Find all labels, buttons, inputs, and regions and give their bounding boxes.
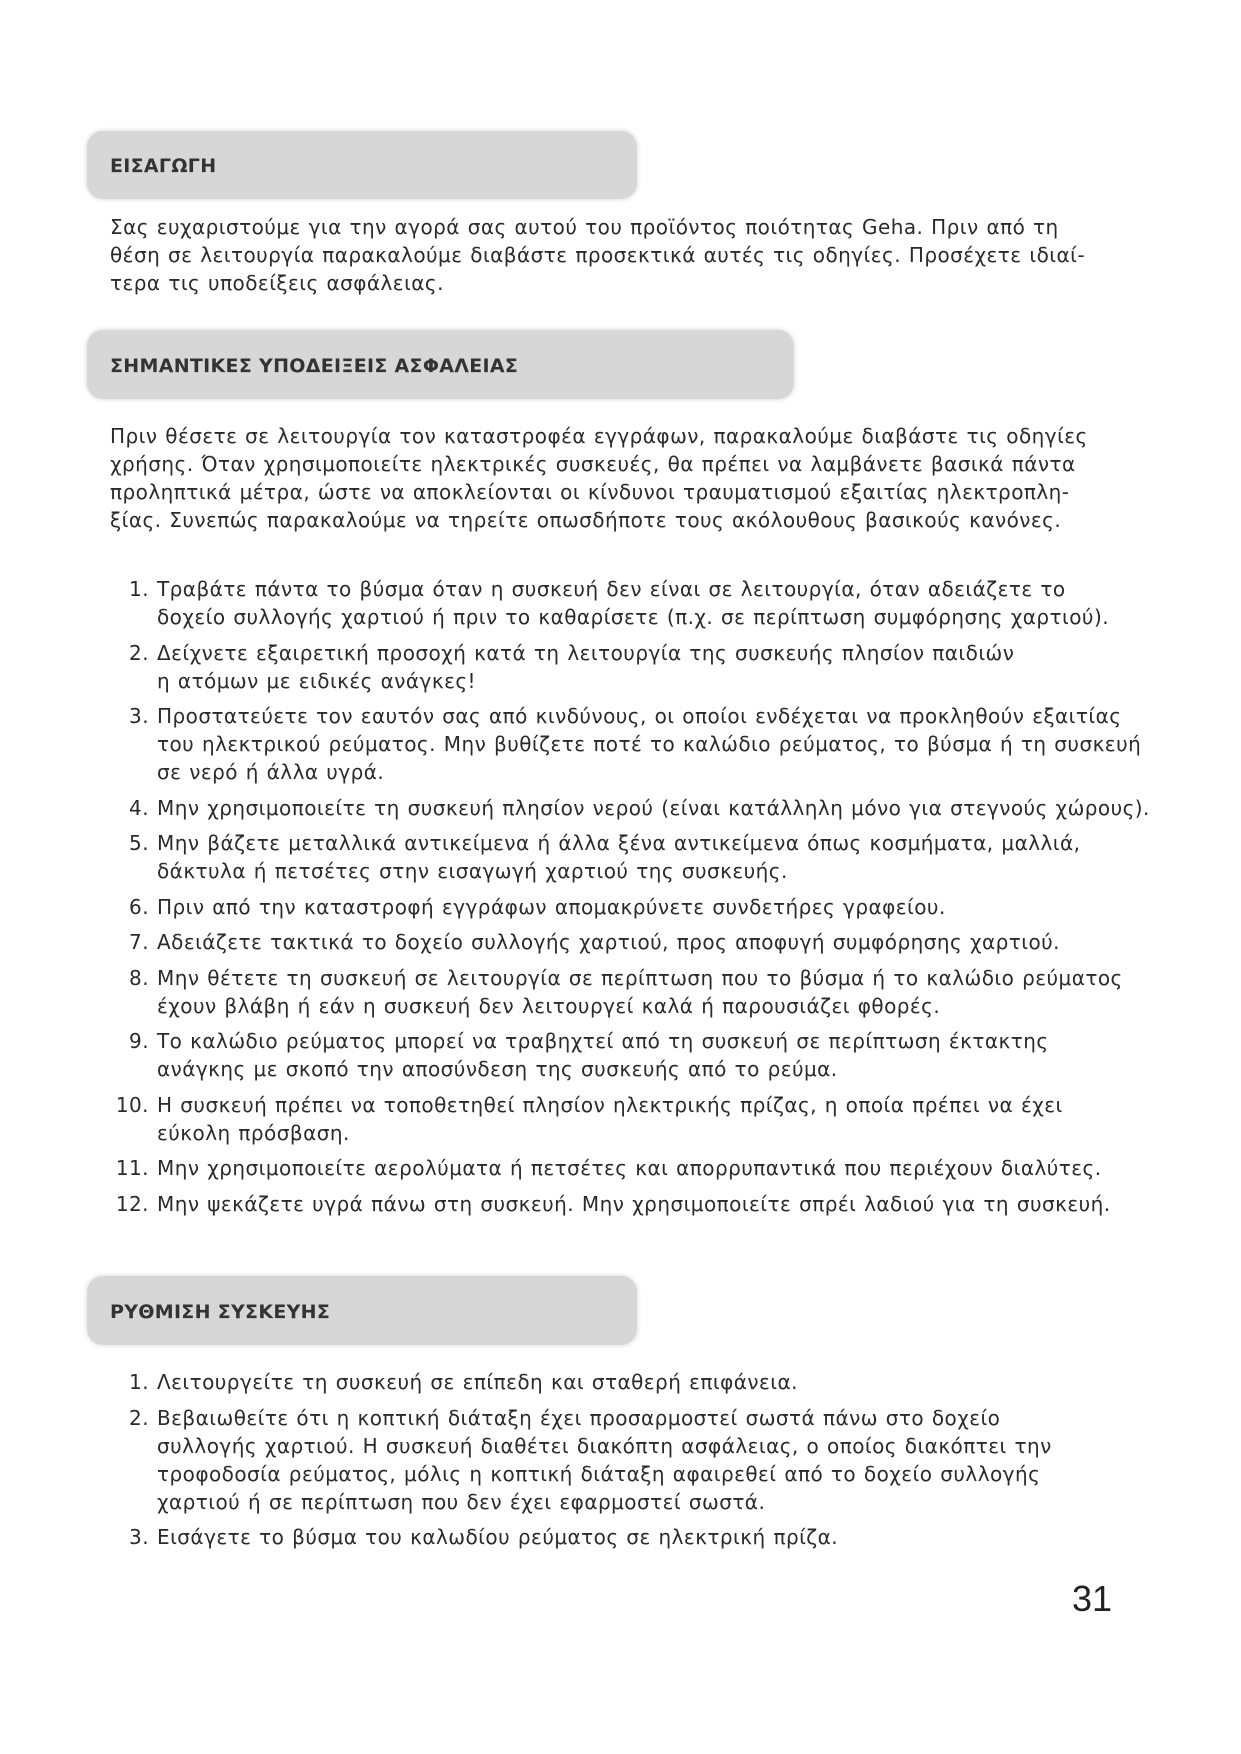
- item-line: Βεβαιωθείτε ότι η κοπτική διάταξη έχει προσαρμοστεί σωστά πάνω στο δοχείο: [157, 1405, 1001, 1430]
- setup-heading: ΡΥΘΜΙΣΗ ΣΥΣΚΕΥΗΣ: [110, 1300, 331, 1323]
- item-line: ανάγκης με σκοπό την αποσύνδεση της συσκευής από το ρεύμα.: [157, 1057, 838, 1081]
- safety-intro-line: Πριν θέσετε σε λειτουργία τον καταστροφέα εγγράφων, παρακαλούμε διαβάστε τις οδηγίες: [110, 424, 1088, 448]
- item-number: 10.: [115, 1092, 149, 1117]
- safety-heading-box: [87, 330, 794, 399]
- intro-line: θέση σε λειτουργία παρακαλούμε διαβάστε προσεκτικά αυτές τις οδηγίες. Προσέχετε ιδιαί-: [110, 243, 1086, 267]
- item-line: του ηλεκτρικού ρεύματος. Μην βυθίζετε ποτέ το καλώδιο ρεύματος, το βύσμα ή τη συσκευή: [157, 732, 1142, 756]
- intro-line: Σας ευχαριστούμε για την αγορά σας αυτού του προϊόντος ποιότητας Geha. Πριν από τη: [110, 215, 1059, 239]
- item-number: 2.: [129, 1405, 149, 1430]
- item-line: Αδειάζετε τακτικά το δοχείο συλλογής χαρτιού, προς αποφυγή συμφόρησης χαρτιού.: [157, 930, 1060, 954]
- item-number: 5.: [129, 831, 149, 855]
- item-number: 7.: [129, 930, 149, 954]
- safety-intro-paragraph: [110, 422, 1088, 534]
- safety-intro-line: ξίας. Συνεπώς παρακαλούμε να τηρείτε οπωσδήποτε τους ακόλουθους βασικούς κανόνες.: [110, 508, 1062, 532]
- safety-item: [0, 1027, 1241, 1083]
- item-line: εύκολη πρόσβαση.: [157, 1120, 350, 1145]
- safety-item: [0, 964, 1241, 1020]
- item-line: Μην βάζετε μεταλλικά αντικείμενα ή άλλα ξένα αντικείμενα όπως κοσμήματα, μαλλιά,: [157, 831, 1081, 855]
- safety-item: [0, 702, 1241, 786]
- item-number: 1.: [129, 1370, 149, 1394]
- item-line: έχουν βλάβη ή εάν η συσκευή δεν λειτουργεί καλά ή παρουσιάζει φθορές.: [157, 993, 941, 1018]
- safety-item: [0, 575, 1241, 631]
- item-number: 8.: [129, 965, 149, 990]
- item-number: 1.: [129, 577, 149, 601]
- page-number: 31: [1071, 1578, 1112, 1619]
- item-line: Δείχνετε εξαιρετική προσοχή κατά τη λειτουργία της συσκευής πλησίον παιδιών: [157, 640, 1015, 665]
- item-number: 2.: [129, 640, 149, 665]
- safety-intro-line: χρήσης. Όταν χρησιμοποιείτε ηλεκτρικές συσκευές, θα πρέπει να λαμβάνετε βασικά πάντα: [110, 452, 1076, 476]
- item-line: Μην ψεκάζετε υγρά πάνω στη συσκευή. Μην χρησιμοποιείτε σπρέι λαδιού για τη συσκευή.: [157, 1191, 1111, 1216]
- safety-list: [0, 575, 1241, 1225]
- item-line: δοχείο συλλογής χαρτιού ή πριν το καθαρίσετε (π.χ. σε περίπτωση συμφόρησης χαρτιού).: [157, 605, 1110, 629]
- item-number: 4.: [129, 795, 149, 820]
- item-number: 9.: [129, 1029, 149, 1053]
- item-line: Λειτουργείτε τη συσκευή σε επίπεδη και σταθερή επιφάνεια.: [157, 1370, 798, 1394]
- safety-item: [0, 1154, 1241, 1182]
- item-line: Προστατεύετε τον εαυτόν σας από κινδύνους, οι οποίοι ενδέχεται να προκληθούν εξαιτίας: [157, 704, 1122, 728]
- setup-heading-box: [87, 1276, 637, 1345]
- safety-item: [0, 639, 1241, 695]
- item-line: Τραβάτε πάντα το βύσμα όταν η συσκευή δεν είναι σε λειτουργία, όταν αδειάζετε το: [157, 577, 1066, 601]
- item-line: Η συσκευή πρέπει να τοποθετηθεί πλησίον ηλεκτρικής πρίζας, η οποία πρέπει να έχει: [157, 1092, 1063, 1117]
- item-line: Μην χρησιμοποιείτε αερολύματα ή πετσέτες και απορρυπαντικά που περιέχουν διαλύτες.: [157, 1156, 1102, 1180]
- setup-item: [0, 1404, 1241, 1516]
- intro-paragraph: [110, 213, 1085, 297]
- intro-heading-box: [87, 131, 637, 199]
- item-number: 3.: [129, 704, 149, 728]
- item-line: Εισάγετε το βύσμα του καλωδίου ρεύματος σε ηλεκτρική πρίζα.: [157, 1525, 839, 1549]
- item-line: σε νερό ή άλλα υγρά.: [157, 760, 385, 784]
- item-line: χαρτιού ή σε περίπτωση που δεν έχει εφαρμοστεί σωστά.: [157, 1489, 766, 1514]
- safety-item: [0, 928, 1241, 956]
- safety-item: [0, 1190, 1241, 1218]
- item-number: 6.: [129, 894, 149, 919]
- item-line: Το καλώδιο ρεύματος μπορεί να τραβηχτεί από τη συσκευή σε περίπτωση έκτακτης: [157, 1029, 1049, 1053]
- setup-list: [0, 1368, 1241, 1559]
- intro-line: τερα τις υποδείξεις ασφάλειας.: [110, 271, 444, 295]
- safety-item: [0, 893, 1241, 921]
- item-number: 11.: [115, 1156, 149, 1180]
- item-number: 3.: [129, 1525, 149, 1549]
- item-line: συλλογής χαρτιού. Η συσκευή διαθέτει διακόπτη ασφάλειας, ο οποίος διακόπτει την: [157, 1433, 1052, 1458]
- item-line: Μην χρησιμοποιείτε τη συσκευή πλησίον νερού (είναι κατάλληλη μόνο για στεγνούς χώρους).: [157, 795, 1150, 820]
- intro-heading: ΕΙΣΑΓΩΓΗ: [110, 154, 217, 177]
- item-line: Μην θέτετε τη συσκευή σε λειτουργία σε περίπτωση που το βύσμα ή το καλώδιο ρεύματος: [157, 965, 1123, 990]
- setup-item: [0, 1523, 1241, 1551]
- safety-item: [0, 794, 1241, 822]
- setup-item: [0, 1368, 1241, 1396]
- item-number: 12.: [115, 1191, 149, 1216]
- item-line: τροφοδοσία ρεύματος, μόλις η κοπτική διάταξη αφαιρεθεί από το δοχείο συλλογής: [157, 1461, 1041, 1486]
- item-line: δάκτυλα ή πετσέτες στην εισαγωγή χαρτιού της συσκευής.: [157, 859, 788, 883]
- item-line: Πριν από την καταστροφή εγγράφων απομακρύνετε συνδετήρες γραφείου.: [157, 894, 946, 919]
- item-line: η ατόμων με ειδικές ανάγκες!: [157, 668, 476, 693]
- safety-item: [0, 829, 1241, 885]
- safety-heading: ΣΗΜΑΝΤΙΚΕΣ ΥΠΟΔΕΙΞΕΙΣ ΑΣΦΑΛΕΙΑΣ: [110, 354, 519, 377]
- safety-intro-line: προληπτικά μέτρα, ώστε να αποκλείονται οι κίνδυνοι τραυματισμού εξαιτίας ηλεκτροπλη-: [110, 480, 1070, 504]
- safety-item: [0, 1091, 1241, 1147]
